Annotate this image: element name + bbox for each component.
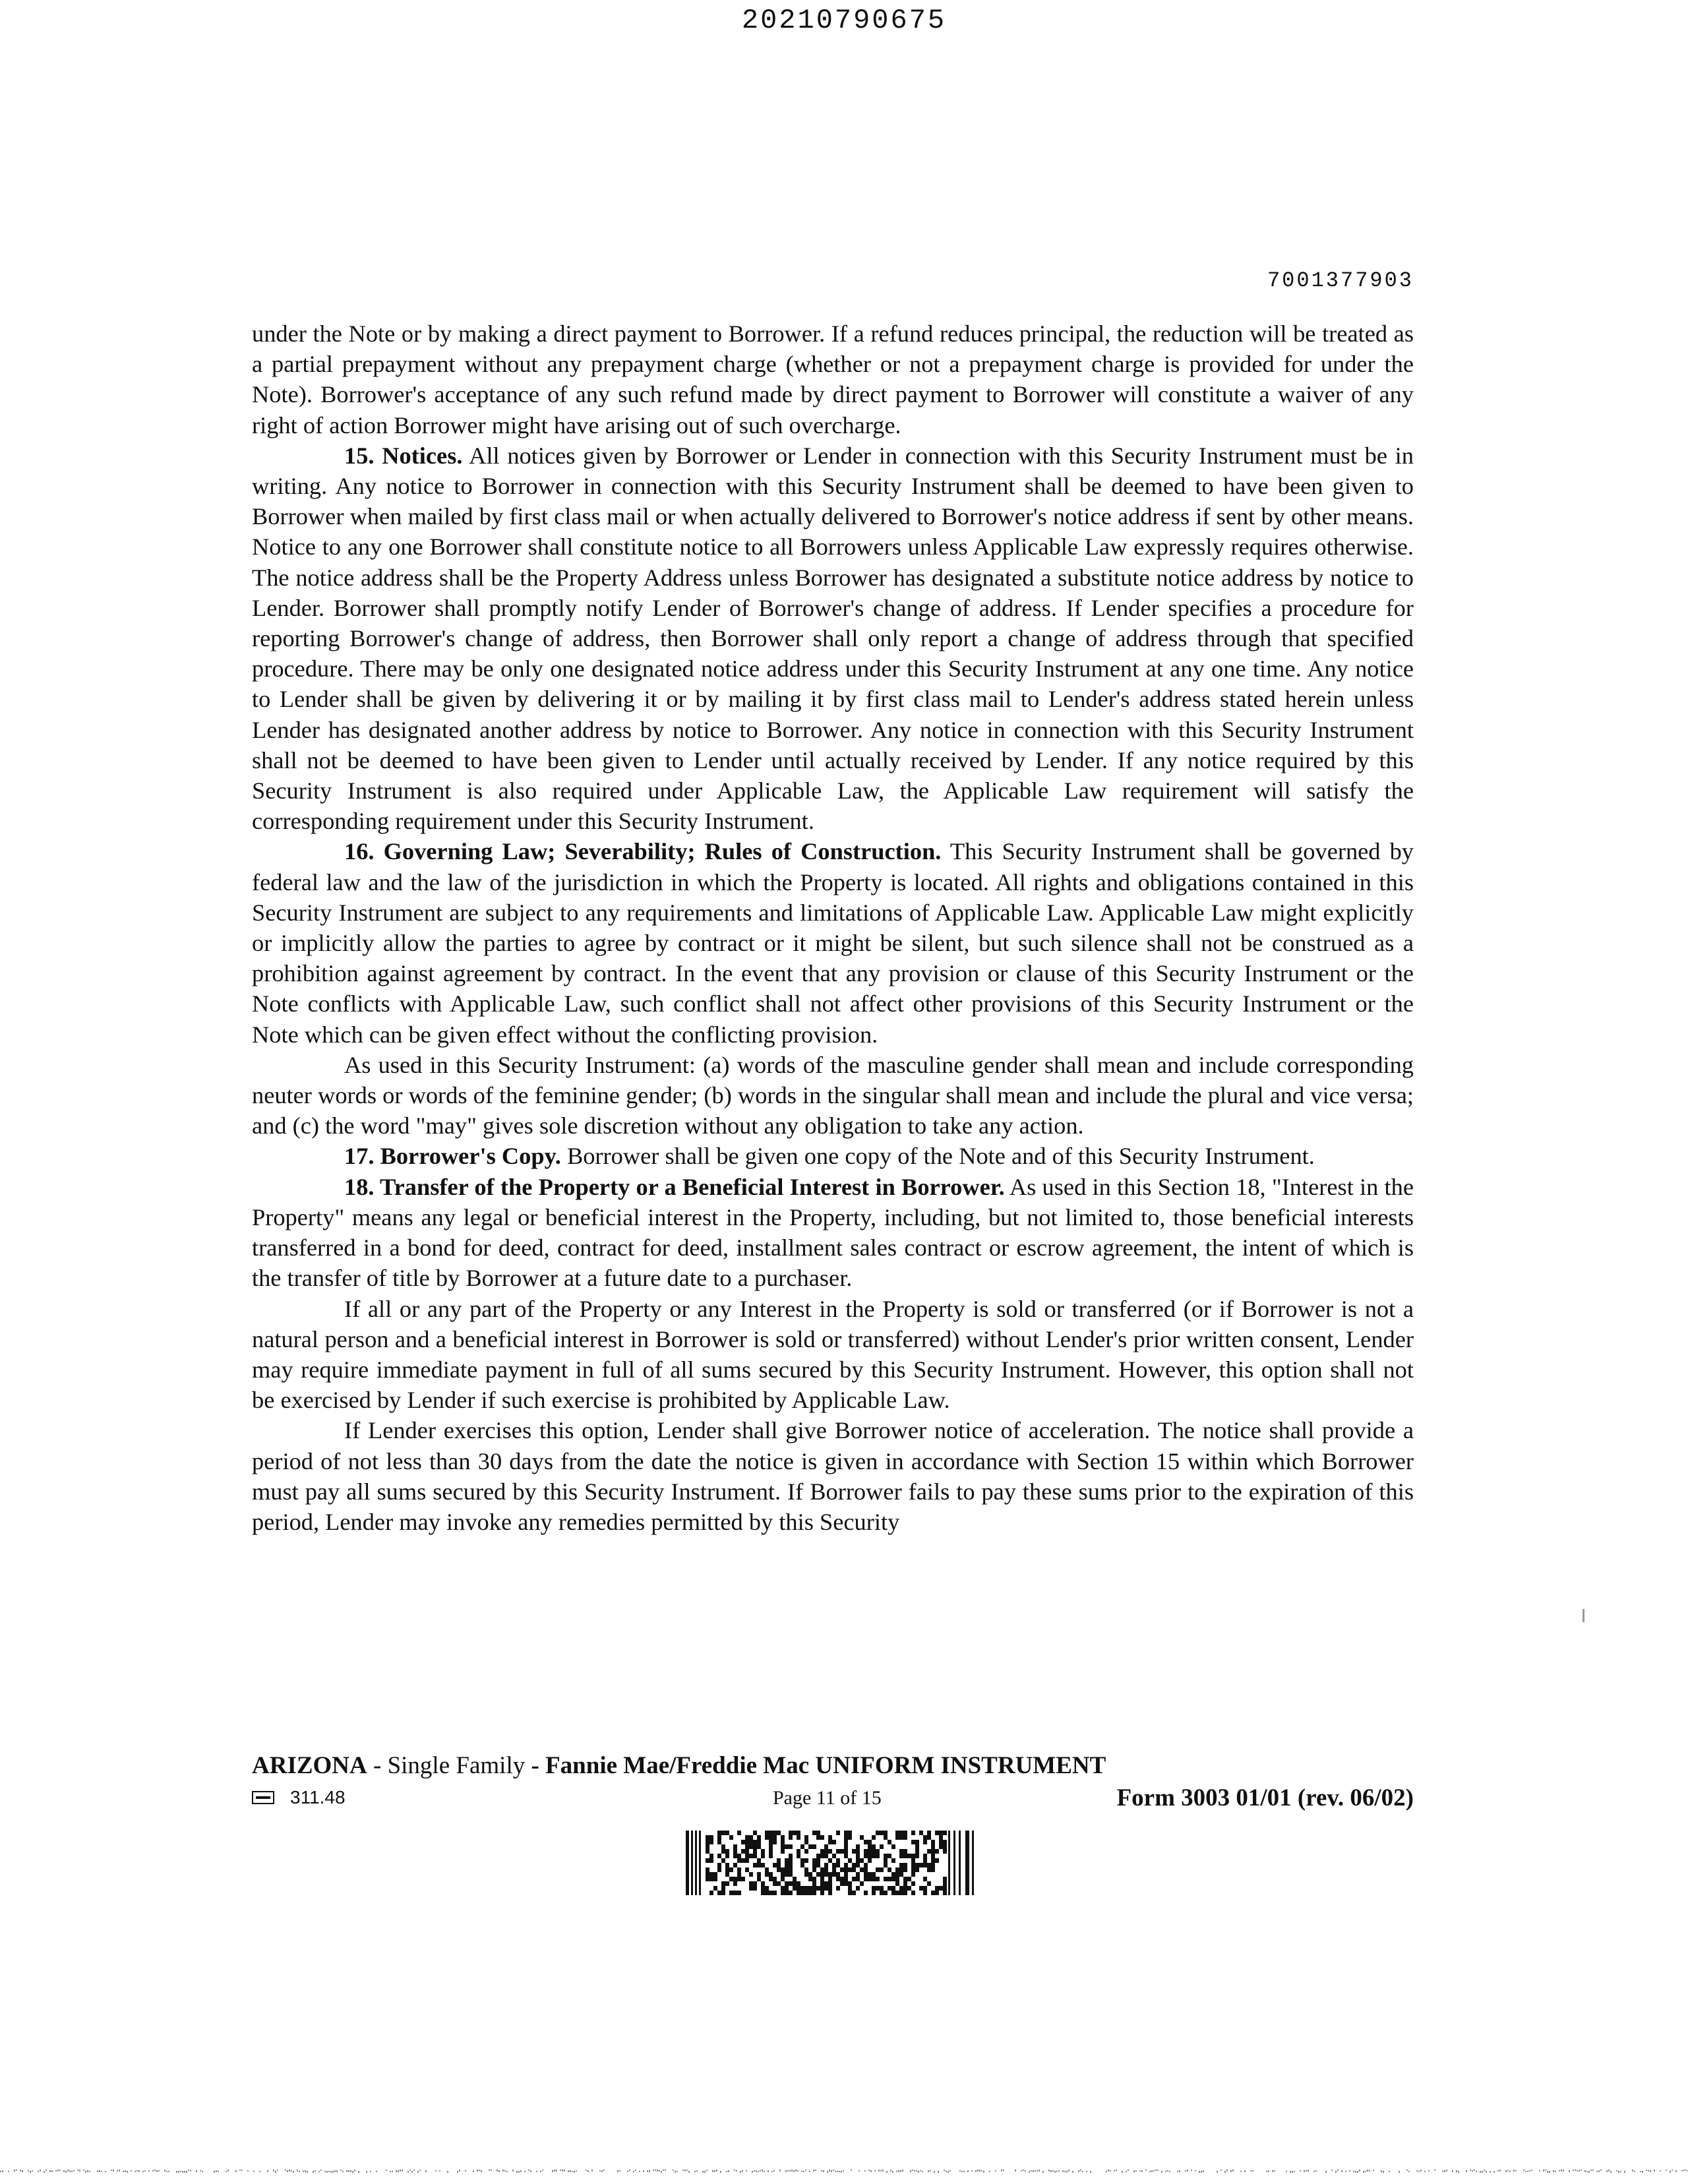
document-body [252,318,1414,1537]
page-indicator: Page 11 of 15 [773,1787,882,1809]
section-heading: 16. Governing Law; Severability; Rules of Construction. [344,838,942,865]
section-heading: 18. Transfer of the Property or a Beneficial Interest in Borrower. [344,1173,1005,1200]
form-identifier: Form 3003 01/01 (rev. 06/02) [1116,1784,1414,1811]
form-code [252,1786,346,1809]
section-17-borrowers-copy [252,1141,1414,1171]
paragraph-text: If all or any part of the Property or any Interest in the Property is sold or transferred (or if Borrower is not a natural person and a beneficial interest in Borrower is sold or transferred) without Lender's prior written consent, Lender may require immediate payment in full of all sums secured by this Security Instrument. However, this option shall not be exercised by Lender if such exercise is prohibited by Applicable Law. [252,1295,1414,1414]
form-code-number: 311.48 [290,1787,346,1807]
form-logo-icon [252,1791,274,1804]
paragraph-text: As used in this Security Instrument: (a) words of the masculine gender shall mean and include corresponding neuter words or words of the feminine gender; (b) words in the singular shall mean and include the plural and vice versa; and (c) the word "may" gives sole discretion without any obligation to take any action. [252,1051,1414,1139]
section-heading: 17. Borrower's Copy. [344,1143,561,1170]
section-heading: 15. Notices. [344,442,463,469]
paragraph-text: under the Note or by making a direct payment to Borrower. If a refund reduces principal, the reduction will be treated as a partial prepayment without any prepayment charge (whether or not a prepayment charge is provided for under the Note). Borrower's acceptance of any such refund made by direct payment to Borrower will constitute a waiver of any right of action Borrower might have arising out of such overcharge. [252,320,1414,439]
paragraph-text: If Lender exercises this option, Lender shall give Borrower notice of acceleration. The notice shall provide a period of not less than 30 days from the date the notice is given in accordance with Section 15 within which Borrower must pay all sums secured by this Security Instrument. If Borrower fails to pay these sums prior to the expiration of this period, Lender may invoke any remedies permitted by this Security [252,1417,1414,1535]
form-title [252,1751,1106,1781]
barcode-icon [686,1831,976,1895]
form-state: ARIZONA [252,1752,367,1779]
section-16-governing-law [252,836,1414,1049]
document-number: 20210790675 [741,5,947,36]
form-type: Single Family [387,1752,526,1779]
section-text: As used in this Section 18, "Interest in the Property" means any legal or beneficial interest in the Property, including, but not limited to, those beneficial interests transferred in a bond for deed, contract for deed, installment sales contract or escrow agreement, the intent of which is the transfer of title by Borrower at a future date to a purchaser. [252,1173,1414,1292]
section-15-notices [252,440,1414,837]
section-text: Borrower shall be given one copy of the Note and of this Security Instrument. [560,1143,1315,1170]
form-title-separator: - [525,1752,546,1779]
section-18-consent-paragraph [252,1294,1414,1416]
scan-artifact-mark [1582,1609,1584,1622]
form-footer [252,1784,1414,1813]
section-16-construction-paragraph [252,1050,1414,1141]
loan-number: 7001377903 [1267,268,1414,293]
paragraph-overcharge-continued [252,318,1414,440]
section-text: This Security Instrument shall be governed by federal law and the law of the jurisdiction in which the Property is located. All rights and obligations contained in this Security Instrument are subject to any requirements and limitations of Applicable Law. Applicable Law might explicitly or implicitly allow the parties to agree by contract or it might be silent, but such silence shall not be construed as a prohibition against agreement by contract. In the event that any provision or clause of this Security Instrument or the Note conflicts with Applicable Law, such conflict shall not affect other provisions of this Security Instrument or the Note which can be given effect without the conflicting provision. [252,838,1414,1048]
scan-noise-strip [0,2169,1688,2173]
form-instrument: Fannie Mae/Freddie Mac UNIFORM INSTRUMENT [545,1752,1106,1779]
section-text: All notices given by Borrower or Lender in connection with this Security Instrument must be in writing. Any notice to Borrower in connection with this Security Instrument shall be deemed to have been given to Borrower when mailed by first class mail or when actually delivered to Borrower's notice address if sent by other means. Notice to any one Borrower shall constitute notice to all Borrowers unless Applicable Law expressly requires otherwise. The notice address shall be the Property Address unless Borrower has designated a substitute notice address by notice to Lender. Borrower shall promptly notify Lender of Borrower's change of address. If Lender specifies a procedure for reporting Borrower's change of address, then Borrower shall only report a change of address through that specified procedure. There may be only one designated notice address under this Security Instrument at any one time. Any notice to Lender shall be given by delivering it or by mailing it by first class mail to Lender's address stated herein unless Lender has designated another address by notice to Borrower. Any notice in connection with this Security Instrument shall not be deemed to have been given to Lender until actually received by Lender. If any notice required by this Security Instrument is also required under Applicable Law, the Applicable Law requirement will satisfy the corresponding requirement under this Security Instrument. [252,442,1414,835]
section-18-transfer [252,1172,1414,1294]
form-title-separator: - [367,1752,388,1779]
section-18-acceleration-paragraph [252,1415,1414,1537]
